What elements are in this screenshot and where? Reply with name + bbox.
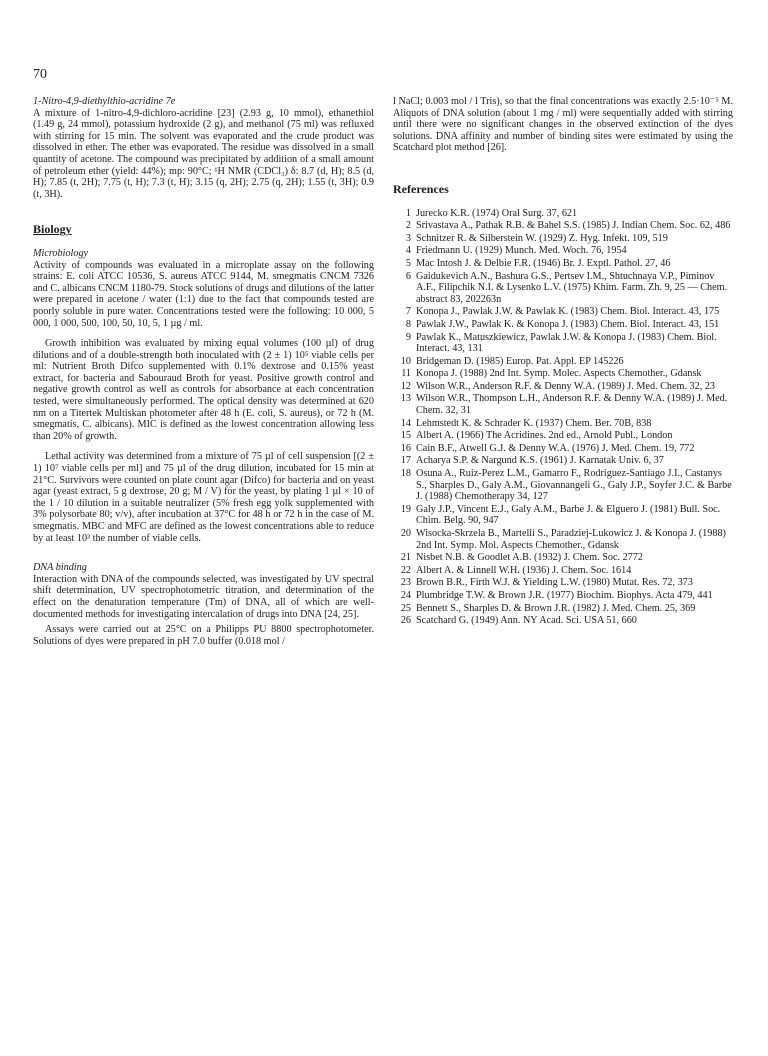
reference-number: 8 <box>405 318 411 330</box>
reference-number: 4 <box>405 245 411 257</box>
reference-number: 9 <box>405 331 411 343</box>
reference-text: Gaidukevich A.N., Bashura G.S., Pertsev I.M., Shtuchnaya V.P., Piminov A.F., Filipchik N.I. & Lysenko L.V. (1975) Khim. Farm. Zh. 9, 25 — Chem. abstract 83, 202263n <box>416 270 728 305</box>
reference-item <box>393 455 733 467</box>
dna-binding-heading: DNA binding <box>33 562 87 574</box>
reference-item <box>393 368 733 380</box>
reference-number: 2 <box>405 220 411 232</box>
reference-number: 21 <box>400 552 411 564</box>
reference-text: Osuna A., Ruiz-Perez L.M., Gamarro F., Rodriguez-Santiago J.I., Castanys S., Sharples D., Galy A.M., Giovannangeli G., Galy J.P., Soyfer J.C. & Barbe J. (1988) Chemotherapy 34, 127 <box>416 468 732 503</box>
reference-text: Cain B.F., Atwell G.J. & Denny W.A. (1976) J. Med. Chem. 19, 772 <box>416 442 695 454</box>
references-heading: References <box>393 181 449 196</box>
reference-text: Pawlak K., Matuszkiewicz, Pawlak J.W. & Konopa J. (1983) Chem. Biol. Interact. 43, 131 <box>416 331 717 355</box>
reference-item <box>393 528 733 551</box>
reference-text: Srivastava A., Pathak R.B. & Bahel S.S. (1985) J. Indian Chem. Soc. 62, 486 <box>416 220 731 232</box>
reference-number: 24 <box>400 589 411 601</box>
microbiology-heading: Microbiology <box>33 247 89 259</box>
reference-text: Albert A. (1966) The Acridines. 2nd ed., Arnold Publ., London <box>416 430 673 442</box>
reference-number: 25 <box>400 602 411 614</box>
reference-number: 20 <box>400 528 411 539</box>
reference-item <box>393 208 733 220</box>
reference-text: Bridgeman D. (1985) Europ. Pat. Appl. EP 145226 <box>416 355 624 367</box>
reference-text: Bennett S., Sharples D. & Brown J.R. (1982) J. Med. Chem. 25, 369 <box>416 602 696 614</box>
reference-text: Acharya S.P. & Nargund K.S. (1961) J. Karnatak Univ. 6, 37 <box>416 455 664 467</box>
reference-item <box>393 590 733 602</box>
reference-text: Nisbet N.B. & Goodlet A.B. (1932) J. Chem. Soc. 2772 <box>416 552 643 564</box>
reference-text: Friedmann U. (1929) Munch. Med. Woch. 76, 1954 <box>416 245 627 257</box>
references-list <box>393 208 733 627</box>
right-column <box>393 96 733 628</box>
reference-item <box>393 443 733 455</box>
reference-item <box>393 220 733 232</box>
microbiology-paragraph-3: Lethal activity was determined from a mixture of 75 µl of cell suspension [(2 ± 1) 10⁷ viable cells per ml] and 75 µl of the drug dilution, incubated for 15 min at 21°C. Survivors were counted on plate count agar (Difco) for bacteria and on yeast agar (yeast extract, 5 g dextrose, 20 g; M / V) for the yeast, by plating 1 µl × 10 of the 1 / 10 dilution in a suitable neutralizer (5% fresh egg yolk supplemented with 3% polysorbate 80; v/v), after incubation at 37°C for 48 h or 72 h in the case of M. smegmatis. MBC and MFC are defined as the lowest concentrations able to reduce by at least 10³ the number of viable cells. <box>33 451 374 544</box>
microbiology-paragraph-1: Activity of compounds was evaluated in a microplate assay on the following strains: E. coli ATCC 10536, S. aureus ATCC 9144, M. smegmatis CNCM 7326 and C. albicans CNCM 1180-79. Stock solutions of drugs and dilutions of the latter were prepared in acetone / water (1:1) due to the fact that compounds tested are poorly soluble in pure water. Concentrations tested were the following: 10 000, 5 000, 1 000, 500, 100, 50, 10, 5, 1 µg / ml. <box>33 259 374 329</box>
reference-item <box>393 430 733 442</box>
reference-item <box>393 332 733 355</box>
reference-text: Lehmstedt K. & Schrader K. (1937) Chem. Ber. 70B, 838 <box>416 417 652 429</box>
reference-item <box>393 468 733 503</box>
reference-item <box>393 319 733 331</box>
left-column <box>33 96 374 647</box>
page-number: 70 <box>33 67 47 82</box>
reference-text: Wisocka-Skrzela B., Martelli S., Paradziej-Lukowicz J. & Konopa J. (1988) 2nd Int. Symp. Mol. Aspects Chemother., Gdansk <box>416 528 726 551</box>
reference-number: 15 <box>400 430 411 442</box>
compound-title: 1-Nitro-4,9-diethylthio-acridine 7e <box>33 96 176 107</box>
reference-item <box>393 381 733 393</box>
dna-binding-continuation: l NaCl; 0.003 mol / l Tris), so that the final concentrations was exactly 2.5·10⁻⁵ M. Aliquots of DNA solution (about 1 mg / ml) were sequentially added with stirring until there were no significant changes in the observed extinction of the dyes solutions. DNA affinity and number of binding sites were estimated by using the Scatchard plot method [26]. <box>393 96 733 154</box>
reference-number: 18 <box>400 468 411 480</box>
reference-item <box>393 306 733 318</box>
reference-number: 3 <box>405 232 411 244</box>
reference-text: Jurecko K.R. (1974) Oral Surg. 37, 621 <box>416 207 578 219</box>
reference-text: Konopa J. (1988) 2nd Int. Symp. Molec. Aspects Chemother., Gdansk <box>416 368 702 380</box>
reference-text: Scatchard G. (1949) Ann. NY Acad. Sci. USA 51, 660 <box>416 615 637 627</box>
microbiology-paragraph-2: Growth inhibition was evaluated by mixing equal volumes (100 µl) of drug dilutions and of a double-strength both inoculated with (2 ± 1) 10⁵ viable cells per ml: Nutrient Broth Difco supplemented with 0.1% dextrose and 0.15% yeast extract, for bacteria and Sabouraud Broth for yeast. Positive growth control and negative growth control as well as controls for absorbance at each concentration tested, were simultaneously performed. The optical density was determined at 620 nm on a Titertek Multiskan photometer after 48 h (E. coli, S. aureus), or 72 h (M. smegmatis, C. albicans). MIC is defined as the lowest concentration allowing less than 20% of growth. <box>33 338 374 442</box>
reference-item <box>393 258 733 270</box>
reference-text: Albert A. & Linnell W.H. (1936) J. Chem. Soc. 1614 <box>416 564 632 576</box>
reference-number: 22 <box>400 564 411 576</box>
reference-item <box>393 393 733 416</box>
reference-number: 23 <box>400 577 411 589</box>
compound-synthesis-text: A mixture of 1-nitro-4,9-dichloro-acridine [23] (2.93 g, 10 mmol), ethanethiol (1.49 g, 24 mmol), potassium hydroxide (2 g), and methanol (75 ml) was refluxed with stirring for 15 min. The solvent was evaporated and the crude product was dissolved in ether. The ether was evaporated. The residue was dissolved in a small quantity of acetone. The compound was precipitated by addition of a small amount of petroleum ether (yield: 44%); mp: 90°C; ¹H NMR (CDCl₃) δ: 8.7 (d, H); 8.5 (d, H); 7.85 (t, 2H); 7.75 (t, H); 7.3 (t, H); 3.15 (q, 2H); 2.75 (q, 2H); 1.55 (t, 3H); 0.9 (t, 3H). <box>33 107 374 200</box>
reference-item <box>393 615 733 627</box>
reference-item <box>393 577 733 589</box>
reference-number: 10 <box>400 355 411 367</box>
reference-item <box>393 233 733 245</box>
reference-number: 5 <box>405 257 411 269</box>
reference-item <box>393 271 733 306</box>
reference-item <box>393 418 733 430</box>
reference-number: 16 <box>400 442 411 454</box>
reference-item <box>393 565 733 577</box>
reference-item <box>393 552 733 564</box>
reference-number: 17 <box>400 455 411 467</box>
reference-text: Brown B.R., Firth W.J. & Yielding L.W. (1980) Mutat. Res. 72, 373 <box>416 577 693 589</box>
reference-number: 14 <box>400 417 411 429</box>
reference-number: 26 <box>400 615 411 627</box>
reference-text: Plumbridge T.W. & Brown J.R. (1977) Biochim. Biophys. Acta 479, 441 <box>416 589 713 601</box>
reference-number: 11 <box>401 368 411 380</box>
reference-text: Wilson W.R., Anderson R.F. & Denny W.A. (1989) J. Med. Chem. 32, 23 <box>416 380 716 392</box>
reference-number: 1 <box>405 207 411 219</box>
reference-text: Konopa J., Pawlak J.W. & Pawlak K. (1983) Chem. Biol. Interact. 43, 175 <box>416 306 720 318</box>
reference-number: 12 <box>400 380 411 392</box>
reference-text: Galy J.P., Vincent E.J., Galy A.M., Barbe J. & Elguero J. (1981) Bull. Soc. Chim. Belg. 90, 947 <box>416 503 721 527</box>
biology-heading: Biology <box>33 222 72 237</box>
reference-number: 6 <box>405 270 411 282</box>
reference-text: Wilson W.R., Thompson L.H., Anderson R.F. & Denny W.A. (1989) J. Med. Chem. 32, 31 <box>416 393 728 417</box>
reference-number: 7 <box>405 306 411 318</box>
reference-text: Mac Intosh J. & Delbie F.R. (1946) Br. J. Exptl. Pathol. 27, 46 <box>416 257 671 269</box>
reference-number: 13 <box>400 393 411 405</box>
reference-text: Pawlak J.W., Pawlak K. & Konopa J. (1983) Chem. Biol. Interact. 43, 151 <box>416 318 720 330</box>
dna-binding-paragraph-2: Assays were carried out at 25°C on a Philipps PU 8800 spectrophotometer. Solutions of dyes were prepared in pH 7.0 buffer (0.018 mol / <box>33 624 374 647</box>
reference-item <box>393 356 733 368</box>
dna-binding-paragraph-1: Interaction with DNA of the compounds selected, was investigated by UV spectral shift determination, UV spectrophotometric titration, and determination of the effect on the denaturation temperature (Tm) of DNA, all of which are well-documented methods for investigating intercalation of drugs into DNA [24, 25]. <box>33 573 374 620</box>
reference-item <box>393 603 733 615</box>
reference-item <box>393 245 733 257</box>
reference-text: Schnitzer R. & Silberstein W. (1929) Z. Hyg. Infekt. 109, 519 <box>416 232 668 244</box>
reference-item <box>393 504 733 527</box>
reference-number: 19 <box>400 503 411 515</box>
